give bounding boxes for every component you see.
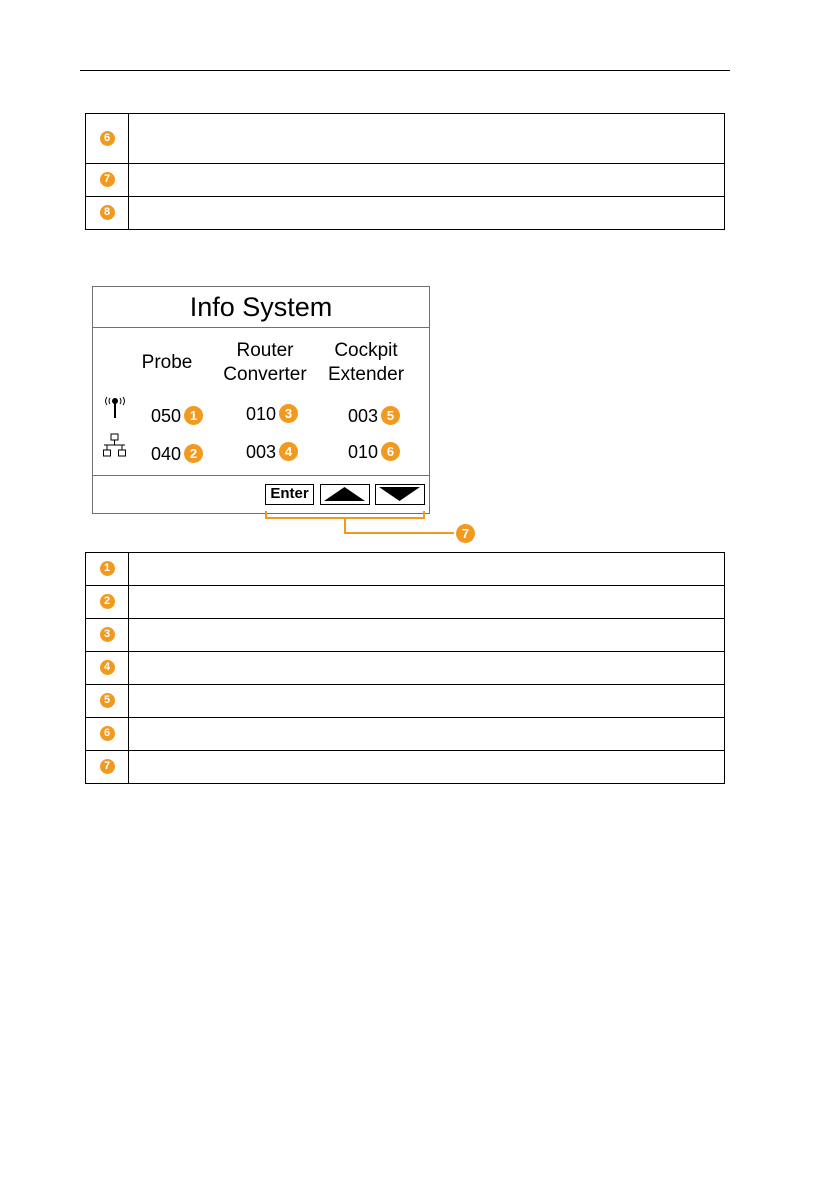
legend-text (129, 751, 725, 784)
callout-badge: 6 (100, 726, 115, 741)
header-rule (80, 70, 730, 71)
radio-cockpit-count: 003 5 (348, 405, 400, 427)
up-button[interactable] (320, 484, 370, 505)
bottom-legend-table (85, 552, 725, 784)
legend-row (86, 114, 725, 164)
legend-row (86, 164, 725, 197)
legend-row (86, 553, 725, 586)
down-arrow-icon (376, 485, 423, 503)
legend-text (129, 553, 725, 586)
callout-badge: 3 (279, 404, 298, 423)
callout-badge: 7 (100, 759, 115, 774)
callout-badge: 7 (456, 524, 475, 543)
callout-badge: 2 (184, 444, 203, 463)
up-arrow-icon (321, 485, 368, 503)
radio-probe-count: 050 1 (151, 405, 203, 427)
screen-title: Info System (93, 287, 429, 328)
callout-badge: 1 (184, 406, 203, 425)
legend-text (129, 619, 725, 652)
callout-badge: 4 (279, 442, 298, 461)
legend-row (86, 751, 725, 784)
buttons-callout-bracket (264, 509, 484, 549)
down-button[interactable] (375, 484, 425, 505)
callout-badge: 2 (100, 594, 115, 609)
network-router-count: 003 4 (246, 441, 298, 463)
network-probe-count: 040 2 (151, 443, 203, 465)
legend-text (129, 114, 725, 164)
legend-row (86, 652, 725, 685)
legend-text (129, 652, 725, 685)
legend-text (129, 718, 725, 751)
callout-badge: 6 (100, 131, 115, 146)
legend-row (86, 586, 725, 619)
callout-badge: 5 (100, 693, 115, 708)
callout-badge: 3 (100, 627, 115, 642)
column-header-router-converter: Router Converter (223, 340, 307, 385)
callout-badge: 6 (381, 442, 400, 461)
legend-row (86, 197, 725, 230)
info-system-screen (92, 286, 430, 514)
callout-badge: 1 (100, 561, 115, 576)
legend-row (86, 718, 725, 751)
top-legend-table (85, 113, 725, 230)
legend-text (129, 685, 725, 718)
callout-badge: 8 (100, 205, 115, 220)
legend-text (129, 586, 725, 619)
enter-button[interactable]: Enter (265, 484, 314, 505)
legend-row (86, 619, 725, 652)
network-icon (102, 433, 128, 459)
callout-badge: 4 (100, 660, 115, 675)
column-header-probe: Probe (141, 352, 193, 373)
legend-text (129, 197, 725, 230)
radio-antenna-icon (101, 393, 129, 421)
radio-router-count: 010 3 (246, 403, 298, 425)
callout-badge: 7 (100, 172, 115, 187)
legend-row (86, 685, 725, 718)
legend-text (129, 164, 725, 197)
column-header-cockpit-extender: Cockpit Extender (327, 340, 405, 385)
network-cockpit-count: 010 6 (348, 441, 400, 463)
footer-divider (93, 475, 429, 476)
callout-badge: 5 (381, 406, 400, 425)
